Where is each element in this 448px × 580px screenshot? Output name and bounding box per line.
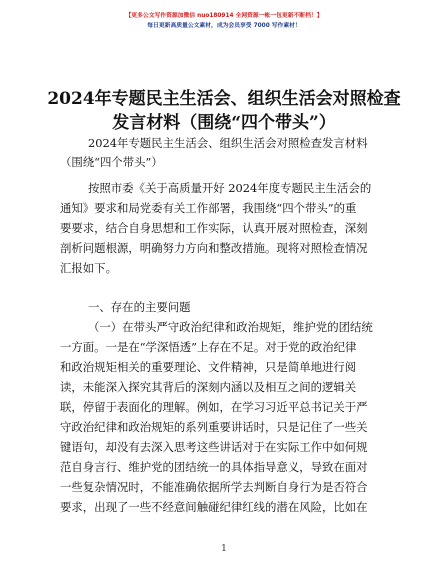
document-title-line-2: 发言材料（围绕“四个带头”） bbox=[112, 113, 336, 133]
body-line: （围绕“四个带头”） bbox=[60, 155, 163, 169]
body-line: 要要求，结合自身思想和工作实际，认真开展对照检查，深刻 bbox=[60, 221, 368, 235]
body-line: 2024年专题民主生活会、组织生活会对照检查发言材料 bbox=[88, 136, 368, 150]
body-line: 一些复杂情况时，不能准确依据所学去判断自身行为是否符合 bbox=[60, 480, 368, 494]
body-line: 和政治规矩相关的重要理论、文件精神，只是简单地进行阅 bbox=[60, 360, 357, 374]
body-line: 键语句，却没有去深入思考这些讲话对于在实际工作中如何规 bbox=[60, 440, 368, 454]
body-line: 联，停留于表面化的理解。例如，在学习习近平总书记关于严 bbox=[60, 400, 368, 414]
body-line: （一）在带头严守政治纪律和政治规矩，维护党的团结统 bbox=[88, 320, 373, 334]
document-title-line-1: 2024年专题民主生活会、组织生活会对照检查 bbox=[47, 89, 401, 109]
body-line: 范自身言行、维护党的团结统一的具体指导意义，导致在面对 bbox=[60, 460, 368, 474]
body-line: 按照市委《关于高质量开好 2024年度专题民主生活会的 bbox=[88, 181, 372, 195]
body-line: 读，未能深入探究其背后的深刻内涵以及相互之间的逻辑关 bbox=[60, 380, 357, 394]
body-line: 守政治纪律和政治规矩的系列重要讲话时，只是记住了一些关 bbox=[60, 420, 368, 434]
body-line: 通知》要求和局党委有关工作部署，我围绕“四个带头”的重 bbox=[60, 201, 357, 215]
body-line: 剖析问题根源，明确努力方向和整改措施。现将对照检查情况 bbox=[60, 241, 368, 255]
body-line: 要求，出现了一些不经意间触碰纪律红线的潜在风险，比如在 bbox=[60, 500, 368, 514]
page-number: 1 bbox=[221, 544, 227, 554]
body-line: 一方面。一是在“学深悟透”上存在不足。对于党的政治纪律 bbox=[60, 340, 357, 354]
promo-banner-line-1: 【更多公文写作资源加微信 nuo180914 全网资源一帐一包更新不断档！】 bbox=[125, 13, 323, 19]
promo-banner-line-2: 每日更新高质量公文素材，成为会员享受 7000 写作素材！ bbox=[147, 23, 301, 29]
body-line: 一、存在的主要问题 bbox=[88, 300, 191, 314]
body-line: 汇报如下。 bbox=[60, 261, 117, 275]
